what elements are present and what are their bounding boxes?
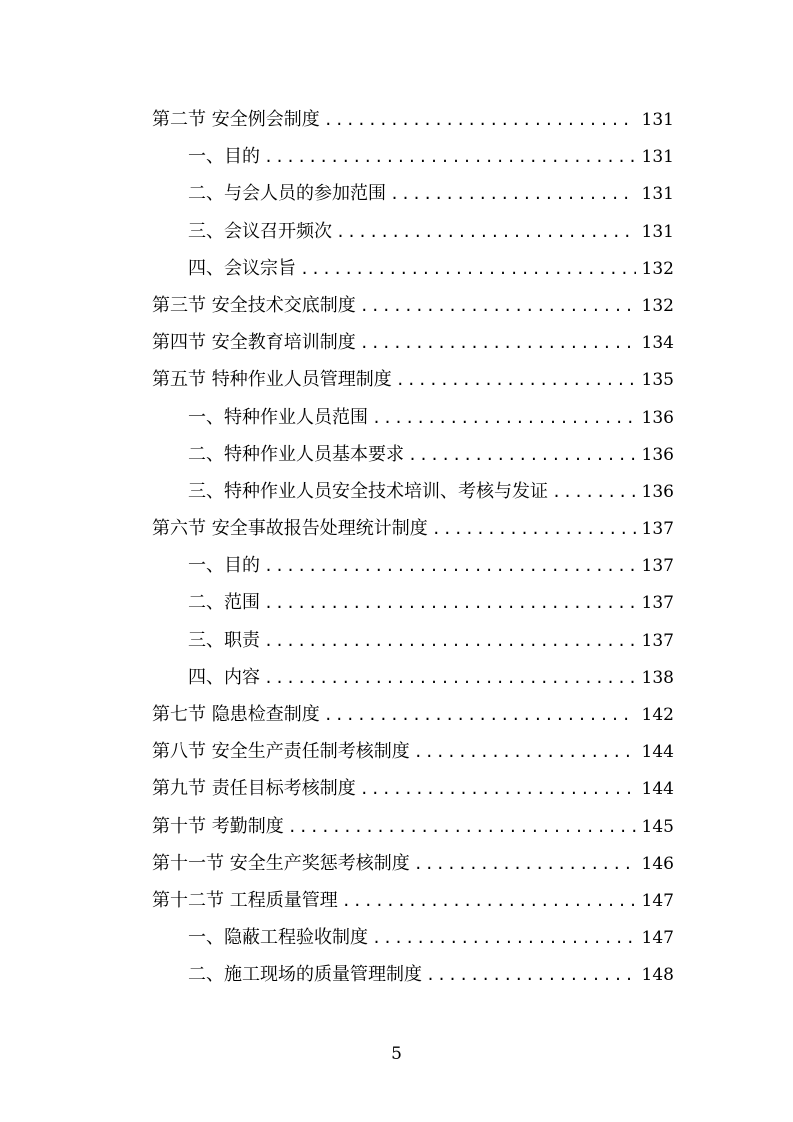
toc-entry [152, 324, 674, 361]
toc-entry-title: 一、隐蔽工程验收制度 [188, 927, 368, 949]
toc-entry-title: 第六节 安全事故报告处理统计制度 [152, 518, 428, 540]
toc-dot-leader [296, 251, 636, 288]
toc-subentry [152, 399, 674, 436]
toc-entry-page: 142 [641, 705, 674, 725]
toc-entry-page: 138 [641, 667, 674, 688]
toc-dot-leader [260, 623, 636, 660]
toc-entry-title: 三、特种作业人员安全技术培训、考核与发证 [188, 480, 548, 502]
toc-entry-page: 137 [641, 519, 674, 540]
toc-dot-leader [356, 288, 636, 325]
table-of-contents [152, 101, 674, 994]
toc-entry-title: 第四节 安全教育培训制度 [152, 332, 356, 354]
toc-subentry [152, 659, 674, 696]
toc-subentry [152, 919, 674, 956]
toc-entry-title: 第十一节 安全生产奖惩考核制度 [152, 852, 410, 874]
toc-entry-title: 第七节 隐患检查制度 [152, 704, 320, 725]
toc-entry [152, 733, 674, 770]
toc-entry-page: 131 [641, 110, 674, 130]
toc-entry-title: 第五节 特种作业人员管理制度 [152, 369, 392, 391]
toc-entry [152, 510, 674, 547]
toc-entry-page: 147 [641, 890, 674, 911]
toc-entry-title: 二、与会人员的参加范围 [188, 183, 386, 205]
toc-dot-leader [368, 920, 636, 957]
toc-entry [152, 845, 674, 882]
toc-dot-leader [320, 102, 636, 139]
toc-entry-page: 132 [641, 258, 674, 279]
toc-dot-leader [260, 660, 636, 697]
toc-entry-title: 第十节 考勤制度 [152, 815, 284, 837]
toc-entry-page: 131 [641, 147, 674, 168]
toc-dot-leader [548, 474, 636, 511]
toc-dot-leader [332, 214, 636, 251]
toc-entry-title: 第三节 安全技术交底制度 [152, 294, 356, 316]
toc-entry-title: 一、目的 [188, 146, 260, 168]
toc-dot-leader [428, 511, 636, 548]
toc-entry [152, 696, 674, 733]
toc-entry-title: 二、特种作业人员基本要求 [188, 443, 404, 465]
toc-dot-leader [260, 548, 636, 585]
toc-entry-page: 136 [641, 407, 674, 428]
toc-entry [152, 287, 674, 324]
toc-entry-title: 四、会议宗旨 [188, 257, 296, 279]
toc-entry-page: 137 [641, 556, 674, 577]
toc-entry-page: 145 [641, 816, 674, 837]
toc-subentry [152, 956, 674, 993]
toc-dot-leader [404, 437, 636, 474]
toc-entry-page: 134 [641, 333, 674, 354]
toc-entry [152, 101, 674, 138]
toc-dot-leader [356, 325, 636, 362]
toc-entry-page: 135 [641, 370, 674, 391]
toc-entry-page: 137 [641, 630, 674, 651]
page-number: 5 [391, 1044, 402, 1064]
toc-dot-leader [338, 883, 636, 920]
toc-entry-title: 第八节 安全生产责任制考核制度 [152, 741, 410, 763]
toc-subentry [152, 213, 674, 250]
toc-dot-leader [260, 139, 636, 176]
toc-entry-title: 第二节 安全例会制度 [152, 109, 320, 130]
toc-entry-title: 第九节 责任目标考核制度 [152, 778, 356, 800]
toc-entry [152, 361, 674, 398]
toc-entry-page: 136 [641, 481, 674, 502]
toc-entry-page: 131 [641, 184, 674, 205]
toc-subentry [152, 584, 674, 621]
toc-entry-page: 146 [641, 853, 674, 874]
toc-entry-page: 136 [641, 444, 674, 465]
toc-subentry [152, 547, 674, 584]
toc-entry-page: 144 [641, 779, 674, 800]
toc-dot-leader [410, 734, 636, 771]
toc-subentry [152, 622, 674, 659]
toc-subentry [152, 250, 674, 287]
toc-dot-leader [320, 697, 636, 734]
toc-subentry [152, 473, 674, 510]
toc-entry-title: 一、特种作业人员范围 [188, 406, 368, 428]
toc-dot-leader [386, 176, 636, 213]
toc-dot-leader [368, 400, 636, 437]
toc-dot-leader [260, 585, 636, 622]
toc-dot-leader [410, 846, 636, 883]
toc-subentry [152, 175, 674, 212]
toc-entry [152, 770, 674, 807]
toc-dot-leader [356, 771, 636, 808]
toc-entry-page: 131 [641, 221, 674, 242]
toc-subentry [152, 138, 674, 175]
toc-dot-leader [422, 957, 636, 994]
toc-subentry [152, 436, 674, 473]
toc-entry-page: 144 [641, 742, 674, 763]
toc-dot-leader [392, 362, 636, 399]
toc-entry-page: 132 [641, 295, 674, 316]
toc-entry-title: 四、内容 [188, 666, 260, 688]
toc-entry-title: 一、目的 [188, 555, 260, 577]
toc-entry-title: 第十二节 工程质量管理 [152, 889, 338, 911]
toc-entry-page: 147 [641, 928, 674, 949]
toc-entry-title: 三、会议召开频次 [188, 220, 332, 242]
toc-dot-leader [284, 809, 636, 846]
toc-entry-page: 148 [641, 965, 674, 986]
toc-entry [152, 808, 674, 845]
toc-entry-title: 二、施工现场的质量管理制度 [188, 964, 422, 986]
toc-entry-title: 三、职责 [188, 629, 260, 651]
toc-entry [152, 882, 674, 919]
toc-entry-page: 137 [641, 593, 674, 614]
toc-entry-title: 二、范围 [188, 592, 260, 614]
